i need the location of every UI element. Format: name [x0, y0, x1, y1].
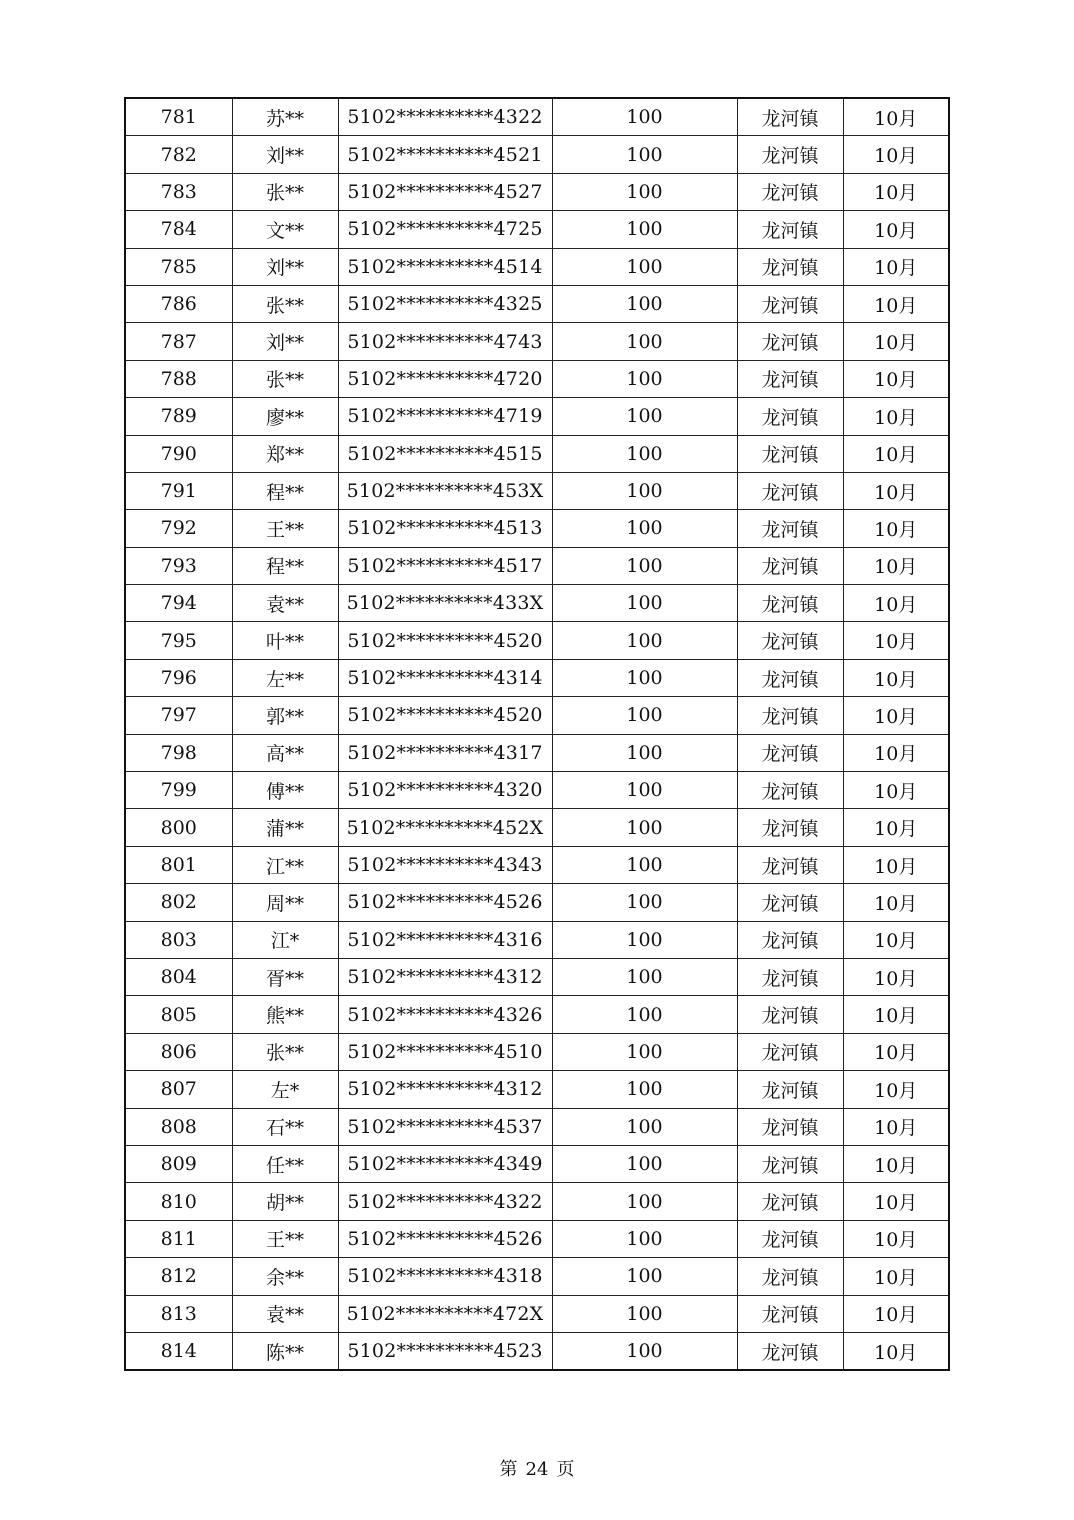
amount-cell: 100 [552, 1258, 737, 1295]
amount-cell: 100 [552, 435, 737, 472]
row-number-cell: 789 [125, 398, 232, 435]
town-cell: 龙河镇 [737, 98, 843, 136]
month-cell: 10月 [843, 1145, 949, 1182]
town-cell: 龙河镇 [737, 659, 843, 696]
table-row [125, 1258, 949, 1295]
amount-cell: 100 [552, 1108, 737, 1145]
name-cell: 傅** [232, 772, 338, 809]
amount-cell: 100 [552, 547, 737, 584]
name-cell: 张** [232, 360, 338, 397]
table-row [125, 996, 949, 1033]
id-number-cell: 5102**********4314 [338, 659, 552, 696]
month-cell: 10月 [843, 323, 949, 360]
amount-cell: 100 [552, 846, 737, 883]
town-cell: 龙河镇 [737, 360, 843, 397]
month-cell: 10月 [843, 1108, 949, 1145]
id-number-cell: 5102**********4725 [338, 211, 552, 248]
row-number-cell: 796 [125, 659, 232, 696]
footer-suffix: 页 [556, 1459, 575, 1480]
table-row [125, 136, 949, 173]
name-cell: 张** [232, 173, 338, 210]
row-number-cell: 782 [125, 136, 232, 173]
town-cell: 龙河镇 [737, 285, 843, 322]
name-cell: 石** [232, 1108, 338, 1145]
row-number-cell: 800 [125, 809, 232, 846]
name-cell: 郭** [232, 697, 338, 734]
table-row [125, 323, 949, 360]
row-number-cell: 807 [125, 1071, 232, 1108]
row-number-cell: 795 [125, 622, 232, 659]
town-cell: 龙河镇 [737, 248, 843, 285]
town-cell: 龙河镇 [737, 585, 843, 622]
name-cell: 郑** [232, 435, 338, 472]
row-number-cell: 786 [125, 285, 232, 322]
id-number-cell: 5102**********4312 [338, 958, 552, 995]
town-cell: 龙河镇 [737, 996, 843, 1033]
town-cell: 龙河镇 [737, 472, 843, 509]
row-number-cell: 798 [125, 734, 232, 771]
month-cell: 10月 [843, 1033, 949, 1070]
amount-cell: 100 [552, 1332, 737, 1370]
row-number-cell: 809 [125, 1145, 232, 1182]
id-number-cell: 5102**********4316 [338, 921, 552, 958]
name-cell: 王** [232, 510, 338, 547]
town-cell: 龙河镇 [737, 1071, 843, 1108]
row-number-cell: 788 [125, 360, 232, 397]
month-cell: 10月 [843, 1183, 949, 1220]
row-number-cell: 787 [125, 323, 232, 360]
id-number-cell: 5102**********4515 [338, 435, 552, 472]
town-cell: 龙河镇 [737, 136, 843, 173]
month-cell: 10月 [843, 884, 949, 921]
month-cell: 10月 [843, 1295, 949, 1332]
month-cell: 10月 [843, 585, 949, 622]
amount-cell: 100 [552, 398, 737, 435]
amount-cell: 100 [552, 1033, 737, 1070]
id-number-cell: 5102**********4322 [338, 1183, 552, 1220]
amount-cell: 100 [552, 734, 737, 771]
town-cell: 龙河镇 [737, 734, 843, 771]
amount-cell: 100 [552, 884, 737, 921]
town-cell: 龙河镇 [737, 173, 843, 210]
town-cell: 龙河镇 [737, 884, 843, 921]
row-number-cell: 784 [125, 211, 232, 248]
table-row [125, 1183, 949, 1220]
id-number-cell: 5102**********4312 [338, 1071, 552, 1108]
roster-table [124, 97, 950, 1371]
month-cell: 10月 [843, 136, 949, 173]
amount-cell: 100 [552, 1220, 737, 1257]
id-number-cell: 5102**********452X [338, 809, 552, 846]
month-cell: 10月 [843, 1220, 949, 1257]
town-cell: 龙河镇 [737, 921, 843, 958]
id-number-cell: 5102**********4520 [338, 697, 552, 734]
name-cell: 高** [232, 734, 338, 771]
id-number-cell: 5102**********4318 [338, 1258, 552, 1295]
name-cell: 刘** [232, 136, 338, 173]
table-row [125, 1108, 949, 1145]
row-number-cell: 812 [125, 1258, 232, 1295]
id-number-cell: 5102**********4743 [338, 323, 552, 360]
table-row [125, 772, 949, 809]
town-cell: 龙河镇 [737, 1220, 843, 1257]
name-cell: 张** [232, 285, 338, 322]
month-cell: 10月 [843, 547, 949, 584]
name-cell: 刘** [232, 323, 338, 360]
name-cell: 周** [232, 884, 338, 921]
amount-cell: 100 [552, 659, 737, 696]
amount-cell: 100 [552, 622, 737, 659]
amount-cell: 100 [552, 585, 737, 622]
month-cell: 10月 [843, 697, 949, 734]
name-cell: 袁** [232, 1295, 338, 1332]
name-cell: 胡** [232, 1183, 338, 1220]
table-row [125, 884, 949, 921]
month-cell: 10月 [843, 809, 949, 846]
name-cell: 叶** [232, 622, 338, 659]
table-row [125, 1145, 949, 1182]
id-number-cell: 5102**********4320 [338, 772, 552, 809]
amount-cell: 100 [552, 697, 737, 734]
month-cell: 10月 [843, 1258, 949, 1295]
town-cell: 龙河镇 [737, 323, 843, 360]
table-row [125, 921, 949, 958]
amount-cell: 100 [552, 323, 737, 360]
town-cell: 龙河镇 [737, 809, 843, 846]
name-cell: 任** [232, 1145, 338, 1182]
table-row [125, 510, 949, 547]
month-cell: 10月 [843, 1071, 949, 1108]
town-cell: 龙河镇 [737, 211, 843, 248]
row-number-cell: 813 [125, 1295, 232, 1332]
name-cell: 袁** [232, 585, 338, 622]
row-number-cell: 808 [125, 1108, 232, 1145]
table-row [125, 1033, 949, 1070]
month-cell: 10月 [843, 846, 949, 883]
row-number-cell: 783 [125, 173, 232, 210]
month-cell: 10月 [843, 958, 949, 995]
month-cell: 10月 [843, 398, 949, 435]
id-number-cell: 5102**********4322 [338, 98, 552, 136]
name-cell: 陈** [232, 1332, 338, 1370]
table-row [125, 547, 949, 584]
name-cell: 王** [232, 1220, 338, 1257]
id-number-cell: 5102**********4343 [338, 846, 552, 883]
id-number-cell: 5102**********4537 [338, 1108, 552, 1145]
row-number-cell: 810 [125, 1183, 232, 1220]
town-cell: 龙河镇 [737, 772, 843, 809]
id-number-cell: 5102**********4317 [338, 734, 552, 771]
town-cell: 龙河镇 [737, 958, 843, 995]
amount-cell: 100 [552, 248, 737, 285]
amount-cell: 100 [552, 136, 737, 173]
table-row [125, 585, 949, 622]
id-number-cell: 5102**********4527 [338, 173, 552, 210]
town-cell: 龙河镇 [737, 846, 843, 883]
month-cell: 10月 [843, 1332, 949, 1370]
id-number-cell: 5102**********4720 [338, 360, 552, 397]
town-cell: 龙河镇 [737, 510, 843, 547]
row-number-cell: 793 [125, 547, 232, 584]
id-number-cell: 5102**********4510 [338, 1033, 552, 1070]
name-cell: 江* [232, 921, 338, 958]
amount-cell: 100 [552, 211, 737, 248]
amount-cell: 100 [552, 1295, 737, 1332]
id-number-cell: 5102**********4326 [338, 996, 552, 1033]
name-cell: 熊** [232, 996, 338, 1033]
table-row [125, 398, 949, 435]
name-cell: 程** [232, 547, 338, 584]
amount-cell: 100 [552, 809, 737, 846]
month-cell: 10月 [843, 360, 949, 397]
name-cell: 廖** [232, 398, 338, 435]
row-number-cell: 799 [125, 772, 232, 809]
amount-cell: 100 [552, 772, 737, 809]
name-cell: 余** [232, 1258, 338, 1295]
month-cell: 10月 [843, 921, 949, 958]
table-row [125, 697, 949, 734]
row-number-cell: 781 [125, 98, 232, 136]
row-number-cell: 802 [125, 884, 232, 921]
month-cell: 10月 [843, 173, 949, 210]
town-cell: 龙河镇 [737, 398, 843, 435]
row-number-cell: 804 [125, 958, 232, 995]
month-cell: 10月 [843, 772, 949, 809]
table-row [125, 285, 949, 322]
row-number-cell: 811 [125, 1220, 232, 1257]
amount-cell: 100 [552, 921, 737, 958]
amount-cell: 100 [552, 472, 737, 509]
amount-cell: 100 [552, 285, 737, 322]
month-cell: 10月 [843, 472, 949, 509]
id-number-cell: 5102**********4517 [338, 547, 552, 584]
name-cell: 刘** [232, 248, 338, 285]
table-row [125, 435, 949, 472]
id-number-cell: 5102**********4349 [338, 1145, 552, 1182]
table-row [125, 1220, 949, 1257]
name-cell: 江** [232, 846, 338, 883]
row-number-cell: 790 [125, 435, 232, 472]
table-row [125, 659, 949, 696]
amount-cell: 100 [552, 98, 737, 136]
town-cell: 龙河镇 [737, 1332, 843, 1370]
id-number-cell: 5102**********4520 [338, 622, 552, 659]
town-cell: 龙河镇 [737, 622, 843, 659]
town-cell: 龙河镇 [737, 1033, 843, 1070]
town-cell: 龙河镇 [737, 1108, 843, 1145]
table-row [125, 211, 949, 248]
town-cell: 龙河镇 [737, 1295, 843, 1332]
name-cell: 胥** [232, 958, 338, 995]
town-cell: 龙河镇 [737, 1145, 843, 1182]
month-cell: 10月 [843, 285, 949, 322]
month-cell: 10月 [843, 659, 949, 696]
table-row [125, 98, 949, 136]
table-row [125, 1332, 949, 1370]
row-number-cell: 797 [125, 697, 232, 734]
page-number: 24 [525, 1459, 549, 1480]
table-row [125, 248, 949, 285]
row-number-cell: 794 [125, 585, 232, 622]
id-number-cell: 5102**********433X [338, 585, 552, 622]
table-row [125, 1295, 949, 1332]
id-number-cell: 5102**********453X [338, 472, 552, 509]
id-number-cell: 5102**********4521 [338, 136, 552, 173]
town-cell: 龙河镇 [737, 547, 843, 584]
id-number-cell: 5102**********4523 [338, 1332, 552, 1370]
amount-cell: 100 [552, 958, 737, 995]
amount-cell: 100 [552, 173, 737, 210]
month-cell: 10月 [843, 996, 949, 1033]
town-cell: 龙河镇 [737, 697, 843, 734]
roster-body [125, 98, 949, 1370]
name-cell: 文** [232, 211, 338, 248]
id-number-cell: 5102**********4513 [338, 510, 552, 547]
amount-cell: 100 [552, 1183, 737, 1220]
id-number-cell: 5102**********4526 [338, 884, 552, 921]
table-row [125, 472, 949, 509]
row-number-cell: 785 [125, 248, 232, 285]
name-cell: 苏** [232, 98, 338, 136]
row-number-cell: 805 [125, 996, 232, 1033]
table-row [125, 846, 949, 883]
amount-cell: 100 [552, 1071, 737, 1108]
id-number-cell: 5102**********4719 [338, 398, 552, 435]
month-cell: 10月 [843, 435, 949, 472]
table-row [125, 622, 949, 659]
row-number-cell: 792 [125, 510, 232, 547]
table-row [125, 173, 949, 210]
table-row [125, 1071, 949, 1108]
month-cell: 10月 [843, 622, 949, 659]
name-cell: 左* [232, 1071, 338, 1108]
name-cell: 程** [232, 472, 338, 509]
month-cell: 10月 [843, 211, 949, 248]
amount-cell: 100 [552, 510, 737, 547]
footer-prefix: 第 [499, 1459, 518, 1480]
amount-cell: 100 [552, 360, 737, 397]
month-cell: 10月 [843, 248, 949, 285]
page-footer [0, 1455, 1074, 1481]
table-row [125, 958, 949, 995]
month-cell: 10月 [843, 510, 949, 547]
town-cell: 龙河镇 [737, 1183, 843, 1220]
month-cell: 10月 [843, 98, 949, 136]
table-row [125, 360, 949, 397]
name-cell: 张** [232, 1033, 338, 1070]
id-number-cell: 5102**********4514 [338, 248, 552, 285]
month-cell: 10月 [843, 734, 949, 771]
town-cell: 龙河镇 [737, 435, 843, 472]
amount-cell: 100 [552, 1145, 737, 1182]
row-number-cell: 814 [125, 1332, 232, 1370]
row-number-cell: 791 [125, 472, 232, 509]
town-cell: 龙河镇 [737, 1258, 843, 1295]
id-number-cell: 5102**********472X [338, 1295, 552, 1332]
id-number-cell: 5102**********4526 [338, 1220, 552, 1257]
name-cell: 左** [232, 659, 338, 696]
amount-cell: 100 [552, 996, 737, 1033]
table-row [125, 809, 949, 846]
name-cell: 蒲** [232, 809, 338, 846]
row-number-cell: 803 [125, 921, 232, 958]
table-row [125, 734, 949, 771]
id-number-cell: 5102**********4325 [338, 285, 552, 322]
row-number-cell: 806 [125, 1033, 232, 1070]
row-number-cell: 801 [125, 846, 232, 883]
